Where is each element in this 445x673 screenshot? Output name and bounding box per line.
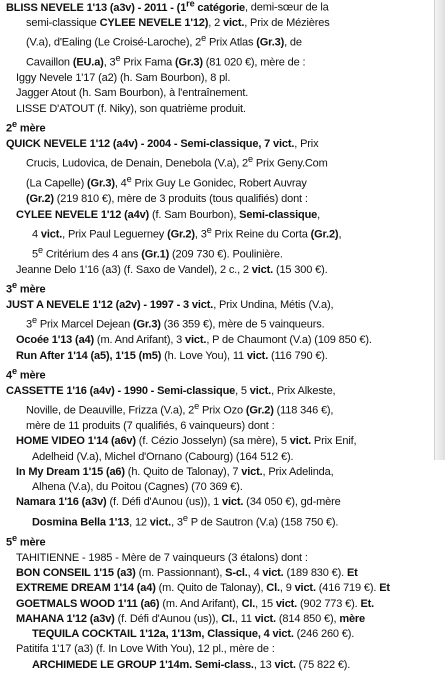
text-line: mère de 11 produits (7 qualifiés, 6 vainqueurs) dont : xyxy=(26,420,275,432)
text-line: Alhena (V.a), du Poitou (Cagnes) (70 369 €). xyxy=(32,481,243,494)
text-line: Noville, de Deauville, Frizza (V.a), 2e Prix Ozo (Gr.2) (118 346 €), xyxy=(26,401,334,417)
text-line: CASSETTE 1'16 (a4v) - 1990 - Semi-classique, 5 vict., Prix Alkeste, xyxy=(6,384,336,397)
text-line: Namara 1'16 (a3v) (f. Défi d'Aunou (us)), 1 vict. (34 050 €), gd-mère xyxy=(16,496,341,509)
text-line: CYLEE NEVELE 1'12 (a4v) (f. Sam Bourbon), Semi-classique, xyxy=(16,208,321,221)
section-heading: 5e mère xyxy=(6,532,46,549)
text-line: Cavaillon (EU.a), 3e Prix Fama (Gr.3) (81 020 €), mère de : xyxy=(26,53,306,69)
section-heading: 2e mère xyxy=(6,119,46,135)
text-line: Crucis, Ludovica, de Denain, Denebola (V.a), 2e Prix Geny.Com xyxy=(26,154,328,170)
text-line: (V.a), d'Ealing (Le Croisé-Laroche), 2e Prix Atlas (Gr.3), de xyxy=(26,33,302,49)
text-line: QUICK NEVELE 1'12 (a4v) - 2004 - Semi-classique, 7 vict., Prix xyxy=(6,138,319,150)
text-line: BON CONSEIL 1'15 (a3) (m. Passionnant), S-cl., 4 vict. (189 830 €). Et xyxy=(16,566,358,579)
text-line: semi-classique CYLEE NEVELE 1'12), 2 vict., Prix de Mézières xyxy=(26,16,330,29)
text-line: Iggy Nevele 1'17 (a2) (h. Sam Bourbon), 8 pl. xyxy=(16,72,231,85)
text-line: HOME VIDEO 1'14 (a6v) (f. Cézio Josselyn) (sa mère), 5 vict. Prix Enif, xyxy=(16,435,357,448)
text-line: ARCHIMEDE LE GROUP 1'14m. Semi-class., 13 vict. (75 822 €). xyxy=(32,658,351,671)
text-line: BLISS NEVELE 1'13 (a3v) - 2011 - (1re catégorie, demi-sœur de la xyxy=(6,0,329,14)
text-line: LISSE D'ATOUT (f. Niky), son quatrième produit. xyxy=(16,102,246,115)
text-line: 3e Prix Marcel Dejean (Gr.3) (36 359 €), mère de 5 vainqueurs. xyxy=(26,315,325,331)
pedigree-text xyxy=(6,0,432,673)
text-line: EXTREME DREAM 1'14 (a4) (m. Quito de Talonay), Cl., 9 vict. (416 719 €). Et xyxy=(16,582,390,595)
text-line: Run After 1'14 (a5), 1'15 (m5) (h. Love You), 11 vict. (116 790 €). xyxy=(16,349,328,362)
text-line: (La Capelle) (Gr.3), 4e Prix Guy Le Gonidec, Robert Auvray xyxy=(26,174,307,190)
text-line: Jeanne Delo 1'16 (a3) (f. Saxo de Vandel), 2 c., 2 vict. (15 300 €). xyxy=(16,263,328,276)
text-line: Ocoée 1'13 (a4) (m. And Arifant), 3 vict., P de Chaumont (V.a) (109 850 €). xyxy=(16,334,372,347)
text-line: 4 vict., Prix Paul Leguerney (Gr.2), 3e Prix Reine du Corta (Gr.2), xyxy=(32,224,342,241)
section-heading: 4e mère xyxy=(6,365,46,382)
text-line: (Gr.2) (219 810 €), mère de 3 produits (tous qualifiés) dont : xyxy=(26,193,308,206)
text-line: Dosmina Bella 1'13, 12 vict., 3e P de Sautron (V.a) (158 750 €). xyxy=(32,512,339,529)
page-edge xyxy=(434,0,445,460)
text-line: Adelheid (V.a), Michel d'Ornano (Cabourg) (164 512 €). xyxy=(32,450,294,463)
text-line: Patitifa 1'17 (a3) (f. In Love With You), 12 pl., mère de : xyxy=(16,643,275,656)
text-line: JUST A NEVELE 1'12 (a2v) - 1997 - 3 vict., Prix Undina, Métis (V.a), xyxy=(6,298,334,311)
text-line: TAHITIENNE - 1985 - Mère de 7 vainqueurs (3 étalons) dont : xyxy=(16,551,308,564)
section-heading: 3e mère xyxy=(6,280,46,296)
text-line: MAHANA 1'12 (a3v) (f. Défi d'Aunou (us)), Cl., 11 vict. (814 850 €), mère xyxy=(16,612,366,625)
text-line: TEQUILA COCKTAIL 1'12a, 1'13m, Classique, 4 vict. (246 260 €). xyxy=(32,628,355,641)
text-line: GOETMALS WOOD 1'11 (a6) (m. And Arifant), Cl., 15 vict. (902 773 €). Et. xyxy=(16,597,375,610)
text-line: In My Dream 1'15 (a6) (h. Quito de Talonay), 7 vict., Prix Adelinda, xyxy=(16,465,334,478)
text-line: Jagger Atout (h. Sam Bourbon), à l'entraînement. xyxy=(16,87,249,100)
text-line: 5e Critérium des 4 ans (Gr.1) (209 730 €). Poulinière. xyxy=(32,244,283,261)
